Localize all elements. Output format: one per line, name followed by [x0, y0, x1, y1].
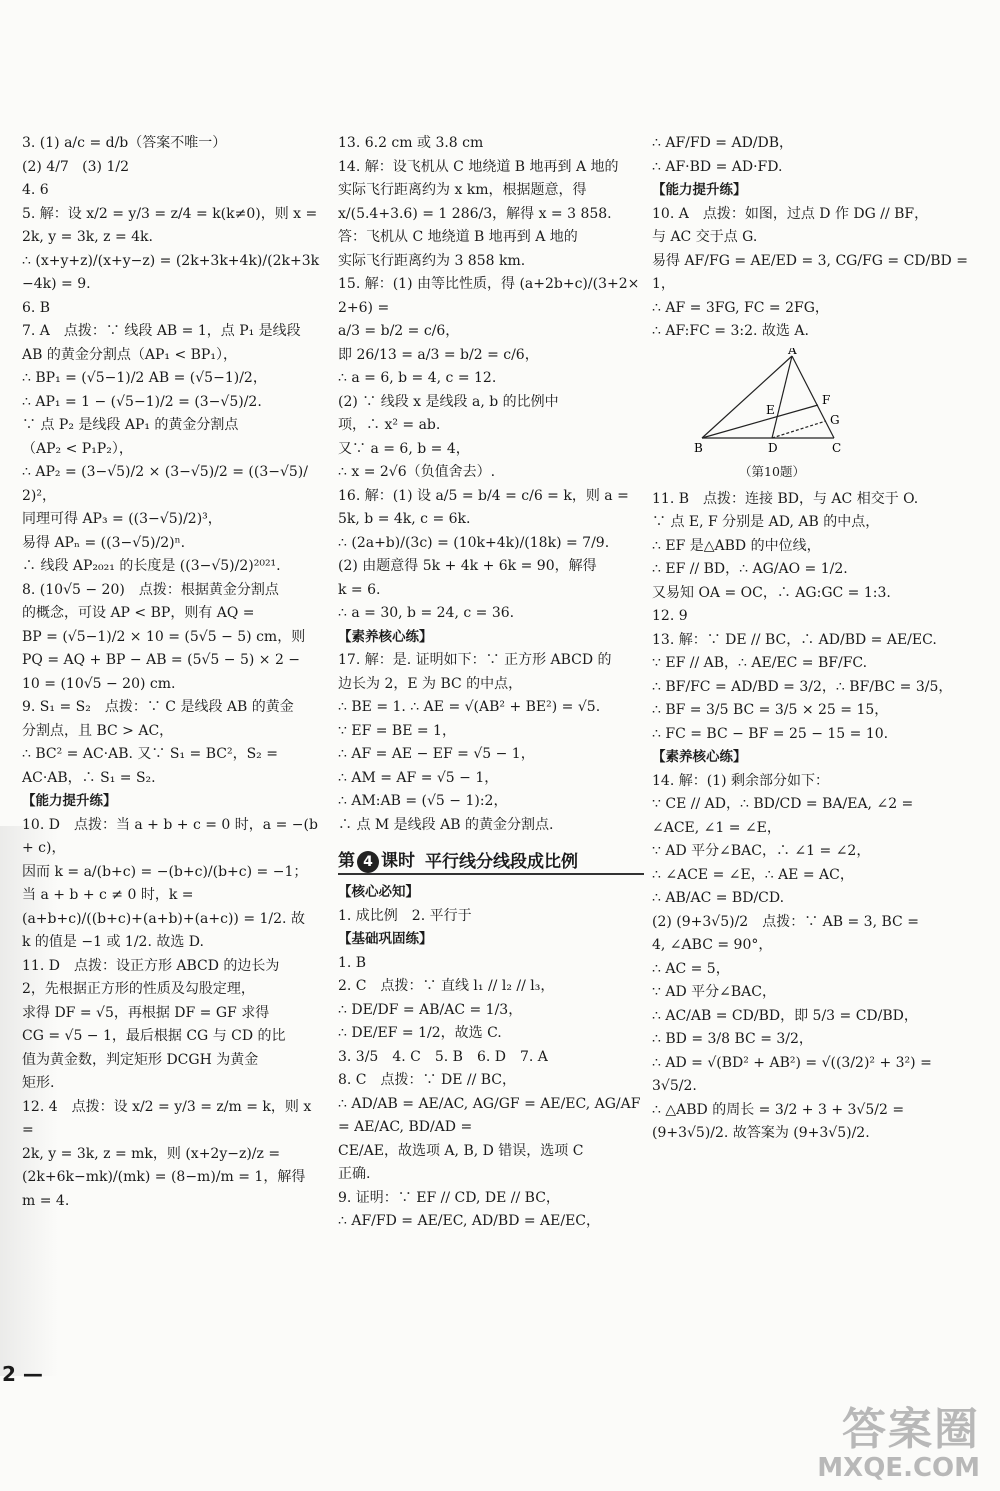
answer-line: 7. A 点拨：∵ 线段 AB = 1，点 P₁ 是线段: [22, 323, 301, 339]
answer-line: ∴ FC = BC − BF = 25 − 15 = 10.: [652, 725, 889, 742]
answer-line: 4, ∠ABC = 90°，: [652, 937, 773, 953]
answer-line: ∴ AF·BD = AD·FD.: [652, 158, 783, 175]
label-g: G: [830, 412, 840, 427]
answer-line: （AP₂ < P₁P₂），: [22, 440, 133, 457]
answer-line: ∴ AF/FD = AE/EC, AD/BD = AE/EC，: [338, 1213, 601, 1229]
answer-line: a/3 = b/2 = c/6，: [338, 323, 460, 339]
answer-line: 1. B: [338, 954, 367, 971]
column-2-lesson-answers: [338, 881, 644, 1234]
answer-line: 15. 解：(1) 由等比性质，得 (a+2b+c)/(3+2×2+6) =: [338, 276, 640, 316]
answer-line: 【基础巩固练】: [338, 931, 433, 947]
answer-line: 求得 DF = √5，再根据 DF = GF 求得: [22, 1004, 270, 1021]
answer-line: ∴ AD = √(BD² + AB²) = √((3/2)² + 3²) =: [652, 1054, 932, 1071]
answer-line: ∴ EF // BD，∴ AG/AO = 1/2.: [652, 561, 848, 577]
answer-line: ∵ EF // AB，∴ AE/EC = BF/FC.: [652, 655, 868, 671]
answer-line: 6. B: [22, 299, 51, 316]
answer-line: 8. C 点拨：∵ DE // BC，: [338, 1072, 517, 1088]
answer-line: BP = (√5−1)/2 × 10 = (5√5 − 5) cm，则: [22, 628, 306, 645]
lesson-title: 平行线分线段成比例: [425, 851, 578, 872]
answer-line: 16. 解：(1) 设 a/5 = b/4 = c/6 = k，则 a =: [338, 487, 629, 504]
answer-line: 【素养核心练】: [338, 628, 433, 645]
watermark-text: 答案圈: [842, 1404, 980, 1455]
answer-line: 2k, y = 3k, z = 4k.: [22, 229, 153, 245]
answer-line: 即 26/13 = a/3 = b/2 = c/6，: [338, 346, 539, 363]
answer-line: 4. 6: [22, 182, 49, 198]
answer-line: 11. B 点拨：连接 BD，与 AC 相交于 O.: [652, 490, 919, 507]
answer-line: k 的值是 −1 或 1/2. 故选 D.: [22, 934, 204, 950]
answer-line: 5k, b = 4k, c = 6k.: [338, 511, 471, 527]
answer-line: 【素养核心练】: [652, 749, 747, 765]
answer-line: 10. A 点拨：如图，过点 D 作 DG // BF，: [652, 205, 929, 222]
page-number: 2 —: [2, 1362, 43, 1386]
answer-line: 12. 4 点拨：设 x/2 = y/3 = z/m = k，则 x =: [22, 1098, 316, 1138]
answer-line: 【核心必知】: [338, 884, 419, 900]
answer-line: 2k, y = 3k, z = mk，则 (x+2y−z)/z =: [22, 1145, 281, 1162]
answer-line: 又易知 OA = OC，∴ AG:GC = 1:3.: [652, 584, 891, 601]
answer-line: ∴ EF 是△ABD 的中位线，: [652, 537, 821, 554]
column-2: [338, 132, 644, 1234]
answer-line: 实际飞行距离约为 3 858 km.: [338, 252, 526, 269]
answer-line: ∴ BP₁ = (√5−1)/2 AB = (√5−1)/2，: [22, 370, 267, 386]
answer-line: ∴ (2a+b)/(3c) = (10k+4k)/(18k) = 7/9.: [338, 534, 610, 551]
answer-line: (2) 4/7 (3) 1/2: [22, 158, 129, 175]
answer-line: 答：飞机从 C 地绕道 B 地再到 A 地的: [338, 229, 578, 245]
figure-caption: （第10题）: [739, 463, 805, 479]
column-2-answers: [338, 132, 644, 837]
answer-line: 8. (10√5 − 20) 点拨：根据黄金分割点: [22, 581, 279, 598]
answer-line: ∴ BE = 1. ∴ AE = √(AB² + BE²) = √5.: [338, 699, 601, 715]
answer-line: ∴ DE/EF = 1/2，故选 C.: [338, 1025, 502, 1041]
answer-line: ∴ AM = AF = √5 − 1，: [338, 769, 499, 786]
answer-line: 13. 解：∵ DE // BC，∴ AD/BD = AE/EC.: [652, 631, 937, 648]
answer-line: 分割点，且 BC > AC，: [22, 722, 174, 739]
answer-line: 边长为 2，E 为 BC 的中点，: [338, 675, 523, 692]
answer-line: 的概念，可设 AP < BP，则有 AQ =: [22, 605, 255, 621]
watermark-logo: [817, 1404, 980, 1483]
answer-line: ∴ AF = AE − EF = √5 − 1，: [338, 746, 535, 762]
answer-line: ∴ a = 30, b = 24, c = 36.: [338, 605, 515, 621]
answer-line: ∵ AD 平分∠BAC，: [652, 984, 776, 1000]
answer-line: 3√5/2.: [652, 1078, 697, 1094]
lesson-number: 4: [357, 851, 379, 873]
answer-line: 10 = (10√5 − 20) cm.: [22, 675, 176, 692]
answer-line: 易得 APₙ = ((3−√5)/2)ⁿ.: [22, 534, 186, 551]
label-a: A: [788, 347, 797, 357]
answer-line: ∵ AD 平分∠BAC，∴ ∠1 = ∠2，: [652, 843, 871, 859]
answer-line: 正确.: [338, 1166, 371, 1182]
answer-line: 10. D 点拨：当 a + b + c = 0 时，a = −(b + c)，: [22, 816, 323, 856]
watermark-url: MXQE.COM: [817, 1453, 980, 1483]
label-f: F: [822, 392, 831, 407]
answer-line: 17. 解：是. 证明如下：∵ 正方形 ABCD 的: [338, 652, 612, 668]
answer-line: ∴ (x+y+z)/(x+y−z) = (2k+3k+4k)/(2k+3k−4k) = 9.: [22, 252, 320, 292]
answer-line: 12. 9: [652, 608, 688, 624]
answer-line: ∵ CE // AD，∴ BD/CD = BA/EA, ∠2 =: [652, 796, 914, 812]
answer-line: ∴ BC² = AC·AB. 又∵ S₁ = BC²，S₂ =: [22, 746, 278, 762]
answer-line: (2) 由题意得 5k + 4k + 6k = 90，解得: [338, 558, 597, 574]
answer-line: x/(5.4+3.6) = 1 286/3，解得 x = 3 858.: [338, 205, 612, 222]
label-c: C: [832, 440, 842, 455]
answer-line: ∴ △ABD 的周长 = 3/2 + 3 + 3√5/2 =: [652, 1101, 905, 1118]
lesson-prefix: 第: [338, 850, 355, 871]
lesson-banner: [338, 845, 644, 875]
answer-line: ∴ AD/AB = AE/AC, AG/GF = AE/EC, AG/AF = AE/AC, BD/AD =: [338, 1095, 645, 1135]
answer-line: 1. 成比例 2. 平行于: [338, 907, 472, 924]
answer-line: (2k+6k−mk)/(mk) = (8−m)/m = 1，解得 m = 4.: [22, 1169, 310, 1209]
answer-line: 9. 证明：∵ EF // CD, DE // BC，: [338, 1189, 560, 1206]
answer-line: ∴ DE/DF = AB/AC = 1/3，: [338, 1001, 523, 1018]
column-3-answers-top: [652, 132, 972, 344]
answer-line: (9+3√5)/2. 故答案为 (9+3√5)/2.: [652, 1125, 870, 1141]
answer-line: ∴ BF = 3/5 BC = 3/5 × 25 = 15，: [652, 702, 889, 718]
answer-line: 【能力提升练】: [22, 793, 117, 809]
answer-line: PQ = AQ + BP − AB = (5√5 − 5) × 2 −: [22, 652, 301, 668]
answer-line: 项，∴ x² = ab.: [338, 417, 441, 433]
column-1: [22, 132, 322, 1213]
answer-line: ∴ BD = 3/8 BC = 3/2，: [652, 1031, 813, 1047]
answer-line: CG = √5 − 1，最后根据 CG 与 CD 的比: [22, 1028, 286, 1044]
answer-line: 9. S₁ = S₂ 点拨：∵ C 是线段 AB 的黄金: [22, 699, 294, 715]
answer-line: 矩形.: [22, 1075, 55, 1091]
answer-line: 又∵ a = 6, b = 4，: [338, 440, 470, 457]
answer-line: ∴ x = 2√6（负值舍去）.: [338, 464, 496, 480]
answer-line: (a+b+c)/((b+c)+(a+b)+(a+c)) = 1/2. 故: [22, 910, 305, 927]
label-e: E: [766, 402, 775, 417]
answer-line: ∠ACE, ∠1 = ∠E，: [652, 819, 781, 836]
label-b: B: [694, 440, 703, 455]
answer-line: 3. 3/5 4. C 5. B 6. D 7. A: [338, 1048, 548, 1065]
answer-line: ∵ 点 P₂ 是线段 AP₁ 的黄金分割点: [22, 417, 239, 433]
answer-line: AB 的黄金分割点（AP₁ < BP₁），: [22, 346, 237, 363]
triangle-figure: [692, 348, 972, 480]
answer-line: ∴ BF/FC = AD/BD = 3/2，∴ BF/BC = 3/5，: [652, 678, 953, 695]
answer-line: ∴ AF:FC = 3:2. 故选 A.: [652, 323, 809, 339]
label-d: D: [768, 440, 778, 455]
answer-line: ∴ ∠ACE = ∠E，∴ AE = AC，: [652, 866, 854, 883]
answer-line: 易得 AF/FG = AE/ED = 3, CG/FG = CD/BD = 1，: [652, 252, 973, 292]
answer-line: AC·AB，∴ S₁ = S₂.: [22, 769, 156, 786]
answer-line: 3. (1) a/c = d/b（答案不唯一）: [22, 135, 227, 151]
answer-line: ∴ AM:AB = (√5 − 1):2，: [338, 793, 508, 809]
answer-line: 2，先根据正方形的性质及勾股定理，: [22, 981, 255, 997]
lesson-suffix: 课时: [381, 850, 415, 871]
answer-line: 11. D 点拨：设正方形 ABCD 的边长为: [22, 957, 280, 974]
answer-line: 实际飞行距离约为 x km，根据题意，得: [338, 182, 587, 198]
answer-line: (2) ∵ 线段 x 是线段 a, b 的比例中: [338, 393, 559, 410]
answer-line: ∴ AF/FD = AD/DB，: [652, 135, 794, 151]
answer-line: 与 AC 交于点 G.: [652, 229, 758, 245]
answer-line: ∴ AC = 5，: [652, 960, 730, 977]
answer-line: 2. C 点拨：∵ 直线 l₁ // l₂ // l₃，: [338, 978, 555, 994]
answer-line: 当 a + b + c ≠ 0 时，k =: [22, 887, 194, 903]
answer-line: ∴ 点 M 是线段 AB 的黄金分割点.: [338, 816, 554, 833]
answer-line: ∴ 线段 AP₂₀₂₁ 的长度是 ((3−√5)/2)²⁰²¹.: [22, 558, 281, 574]
answer-line: 值为黄金数，判定矩形 DCGH 为黄金: [22, 1051, 259, 1068]
answer-line: (2) (9+3√5)/2 点拨：∵ AB = 3, BC =: [652, 913, 919, 930]
answer-line: ∴ AP₂ = (3−√5)/2 × (3−√5)/2 = ((3−√5)/2)²，: [22, 464, 308, 504]
answer-line: ∴ a = 6, b = 4, c = 12.: [338, 370, 497, 386]
answer-line: 同理可得 AP₃ = ((3−√5)/2)³，: [22, 511, 222, 527]
column-3-answers-bottom: [652, 488, 972, 1146]
answer-line: ∵ 点 E, F 分别是 AD, AB 的中点，: [652, 514, 880, 530]
answer-line: ∴ AF = 3FG, FC = 2FG，: [652, 299, 829, 316]
answer-line: 因而 k = a/(b+c) = −(b+c)/(b+c) = −1；: [22, 863, 308, 880]
answer-line: 5. 解：设 x/2 = y/3 = z/4 = k(k≠0)，则 x =: [22, 205, 318, 222]
answer-line: ∵ EF = BE = 1，: [338, 722, 456, 739]
answer-line: 14. 解：设飞机从 C 地绕道 B 地再到 A 地的: [338, 158, 619, 175]
answer-line: ∴ AP₁ = 1 − (√5−1)/2 = (3−√5)/2.: [22, 393, 262, 410]
answer-line: 14. 解：(1) 剩余部分如下：: [652, 772, 829, 789]
answer-line: CE/AE，故选项 A, B, D 错误，选项 C: [338, 1142, 584, 1159]
answer-line: k = 6.: [338, 581, 381, 598]
answer-line: ∴ AB/AC = BD/CD.: [652, 890, 785, 906]
column-3: [652, 132, 972, 1146]
triangle-diagram: [692, 348, 852, 460]
answer-line: 13. 6.2 cm 或 3.8 cm: [338, 135, 484, 151]
answer-line: 【能力提升练】: [652, 182, 747, 198]
answer-line: ∴ AC/AB = CD/BD，即 5/3 = CD/BD，: [652, 1007, 918, 1024]
